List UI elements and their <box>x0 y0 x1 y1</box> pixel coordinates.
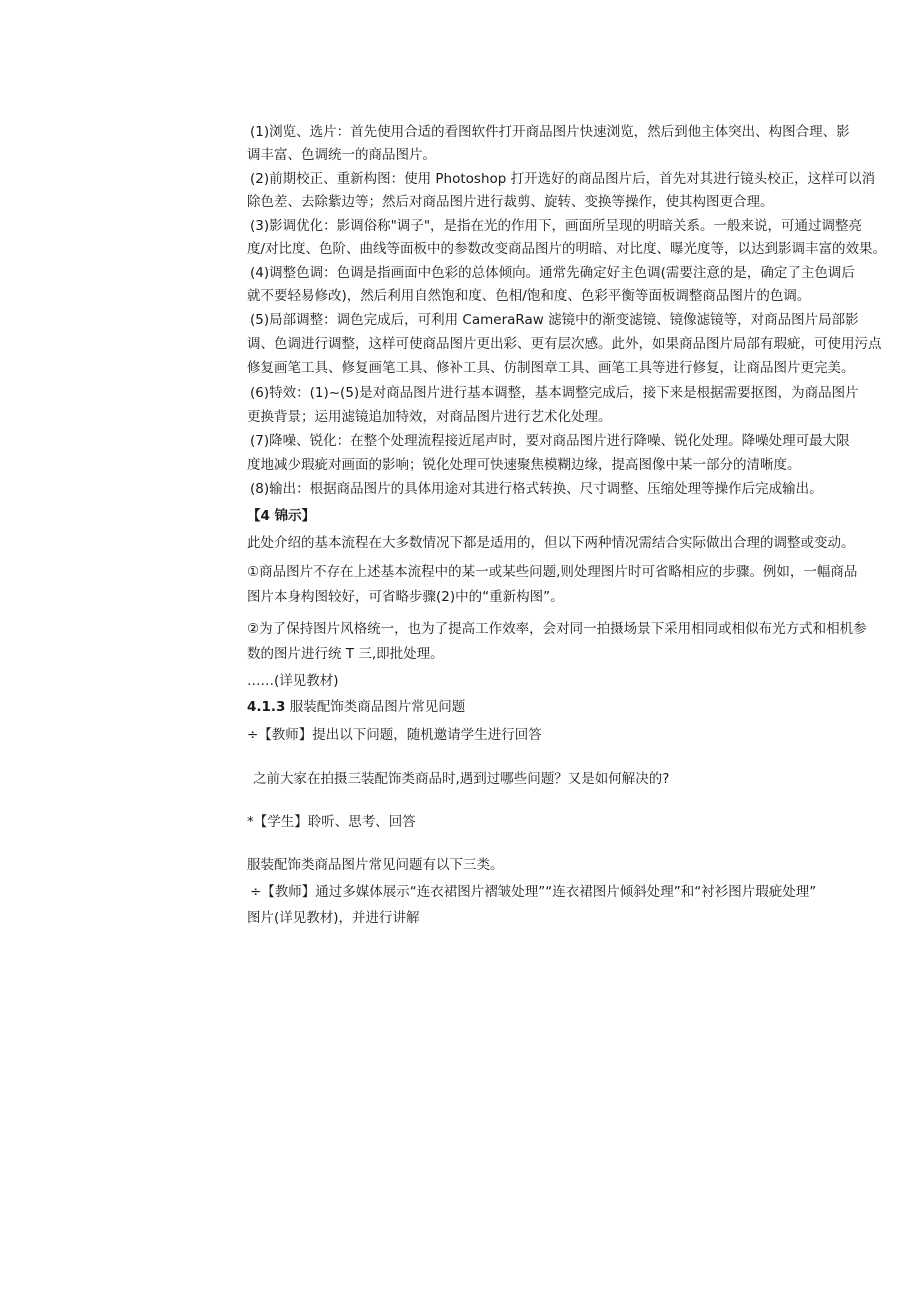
tip-item-1-line-2: 图片本身构图较好，可省略步骤(2)中的“重新构图”。 <box>247 589 564 605</box>
step-7-line-2: 度地减少瑕疵对画面的影响；锐化处理可快速聚焦模糊边缘，提高图像中某一部分的清晰度。 <box>247 457 801 473</box>
tip-item-2-line-2: 数的图片进行统 T 三,即批处理。 <box>247 646 444 662</box>
tip-heading: 【4 锦示】 <box>247 508 316 524</box>
step-7-line-1: (7)降噪、锐化：在整个处理流程接近尾声时，要对商品图片进行降噪、锐化处理。降噪处理可最大限 <box>250 433 850 449</box>
step-2-cont <box>247 191 774 214</box>
step-4-cont <box>247 285 810 308</box>
step-8-line-1: (8)输出：根据商品图片的具体用途对其进行格式转换、尺寸调整、压缩处理等操作后完成输出。 <box>250 481 823 497</box>
teacher-prompt-2-line-2: 图片(详见教材)，并进行讲解 <box>247 910 420 926</box>
step-3-line-1: (3)影调优化：影调俗称"调子"，是指在光的作用下，画面所呈现的明暗关系。一般来说，可通过调整亮 <box>250 218 863 234</box>
step-1 <box>250 121 850 144</box>
step-3-line-2: 度/对比度、色阶、曲线等面板中的参数改变商品图片的明暗、对比度、曝光度等，以达到影调丰富的效果。 <box>247 241 887 257</box>
step-5-line-1: (5)局部调整：调色完成后，可利用 CameraRaw 滤镜中的渐变滤镜、镜像滤镜等，对商品图片局部影 <box>250 312 859 328</box>
student-activity: *【学生】聆听、思考、回答 <box>247 814 416 830</box>
section-heading <box>247 696 465 719</box>
step-2 <box>250 168 875 191</box>
step-4-line-1: (4)调整色调：色调是指画面中色彩的总体倾向。通常先确定好主色调(需要注意的是，确定了主色调后 <box>250 265 855 281</box>
tip-item-2-line-1: ②为了保持图片风格统一，也为了提高工作效率，会对同一拍摄场景下采用相同或相似布光方式和相机参 <box>247 621 867 637</box>
step-4 <box>250 262 855 285</box>
teacher-prompt-1: ÷【教师】提出以下问题，随机邀请学生进行回答 <box>247 727 542 743</box>
step-2-line-2: 除色差、去除紫边等；然后对商品图片进行裁剪、旋转、变换等操作，使其构图更合理。 <box>247 194 774 210</box>
step-5-cont-2 <box>247 357 855 380</box>
step-1-cont <box>247 144 436 167</box>
step-6-cont <box>247 406 612 429</box>
tip-intro: 此处介绍的基本流程在大多数情况下都是适用的，但以下两种情况需结合实际做出合理的调整或变动。 <box>247 535 855 551</box>
section-title: 服装配饰类商品图片常见问题 <box>285 699 466 715</box>
section-number: 4.1.3 <box>247 699 286 715</box>
step-7 <box>250 430 850 453</box>
step-6 <box>250 382 859 405</box>
see-more-note: ……(详见教材) <box>247 673 339 689</box>
step-8 <box>250 478 823 501</box>
tip-item-1-line-1: ①商品图片不存在上述基本流程中的某一或某些问题,则处理图片时可省略相应的步骤。例如，一幅商品 <box>247 564 858 580</box>
step-5-cont <box>247 333 882 356</box>
step-7-cont <box>247 454 801 477</box>
step-2-line-1: (2)前期校正、重新构图：使用 Photoshop 打开选好的商品图片后，首先对其进行镜头校正，这样可以消 <box>250 171 876 187</box>
step-4-line-2: 就不要轻易修改)，然后利用自然饱和度、色相/饱和度、色彩平衡等面板调整商品图片的色调。 <box>247 288 811 304</box>
step-3-cont <box>247 238 886 261</box>
teacher-prompt-2-line-1: ÷【教师】通过多媒体展示“连衣裙图片褶皱处理”“连衣裙图片倾斜处理”和“衬衫图片瑕疵处理” <box>250 884 817 900</box>
step-3 <box>250 215 862 238</box>
step-5-line-2: 调、色调进行调整，这样可使商品图片更出彩、更有层次感。此外，如果商品图片局部有瑕疵，可使用污点 <box>247 336 882 352</box>
step-5 <box>250 309 859 332</box>
step-6-line-1: (6)特效：(1)~(5)是对商品图片进行基本调整，基本调整完成后，接下来是根据需要抠图，为商品图片 <box>250 385 859 401</box>
step-6-line-2: 更换背景；运用滤镜追加特效，对商品图片进行艺术化处理。 <box>247 409 612 425</box>
step-5-line-3: 修复画笔工具、修复画笔工具、修补工具、仿制图章工具、画笔工具等进行修复，让商品图片更完美。 <box>247 360 855 376</box>
step-1-line-2: 调丰富、色调统一的商品图片。 <box>247 147 436 163</box>
discussion-question: 之前大家在拍摄三装配饰类商品时,遇到过哪些问题？又是如何解决的? <box>253 771 670 787</box>
section-summary: 服装配饰类商品图片常见问题有以下三类。 <box>247 857 504 873</box>
step-1-line-1: (1)浏览、选片：首先使用合适的看图软件打开商品图片快速浏览，然后到他主体突出、构图合理、影 <box>250 124 850 140</box>
